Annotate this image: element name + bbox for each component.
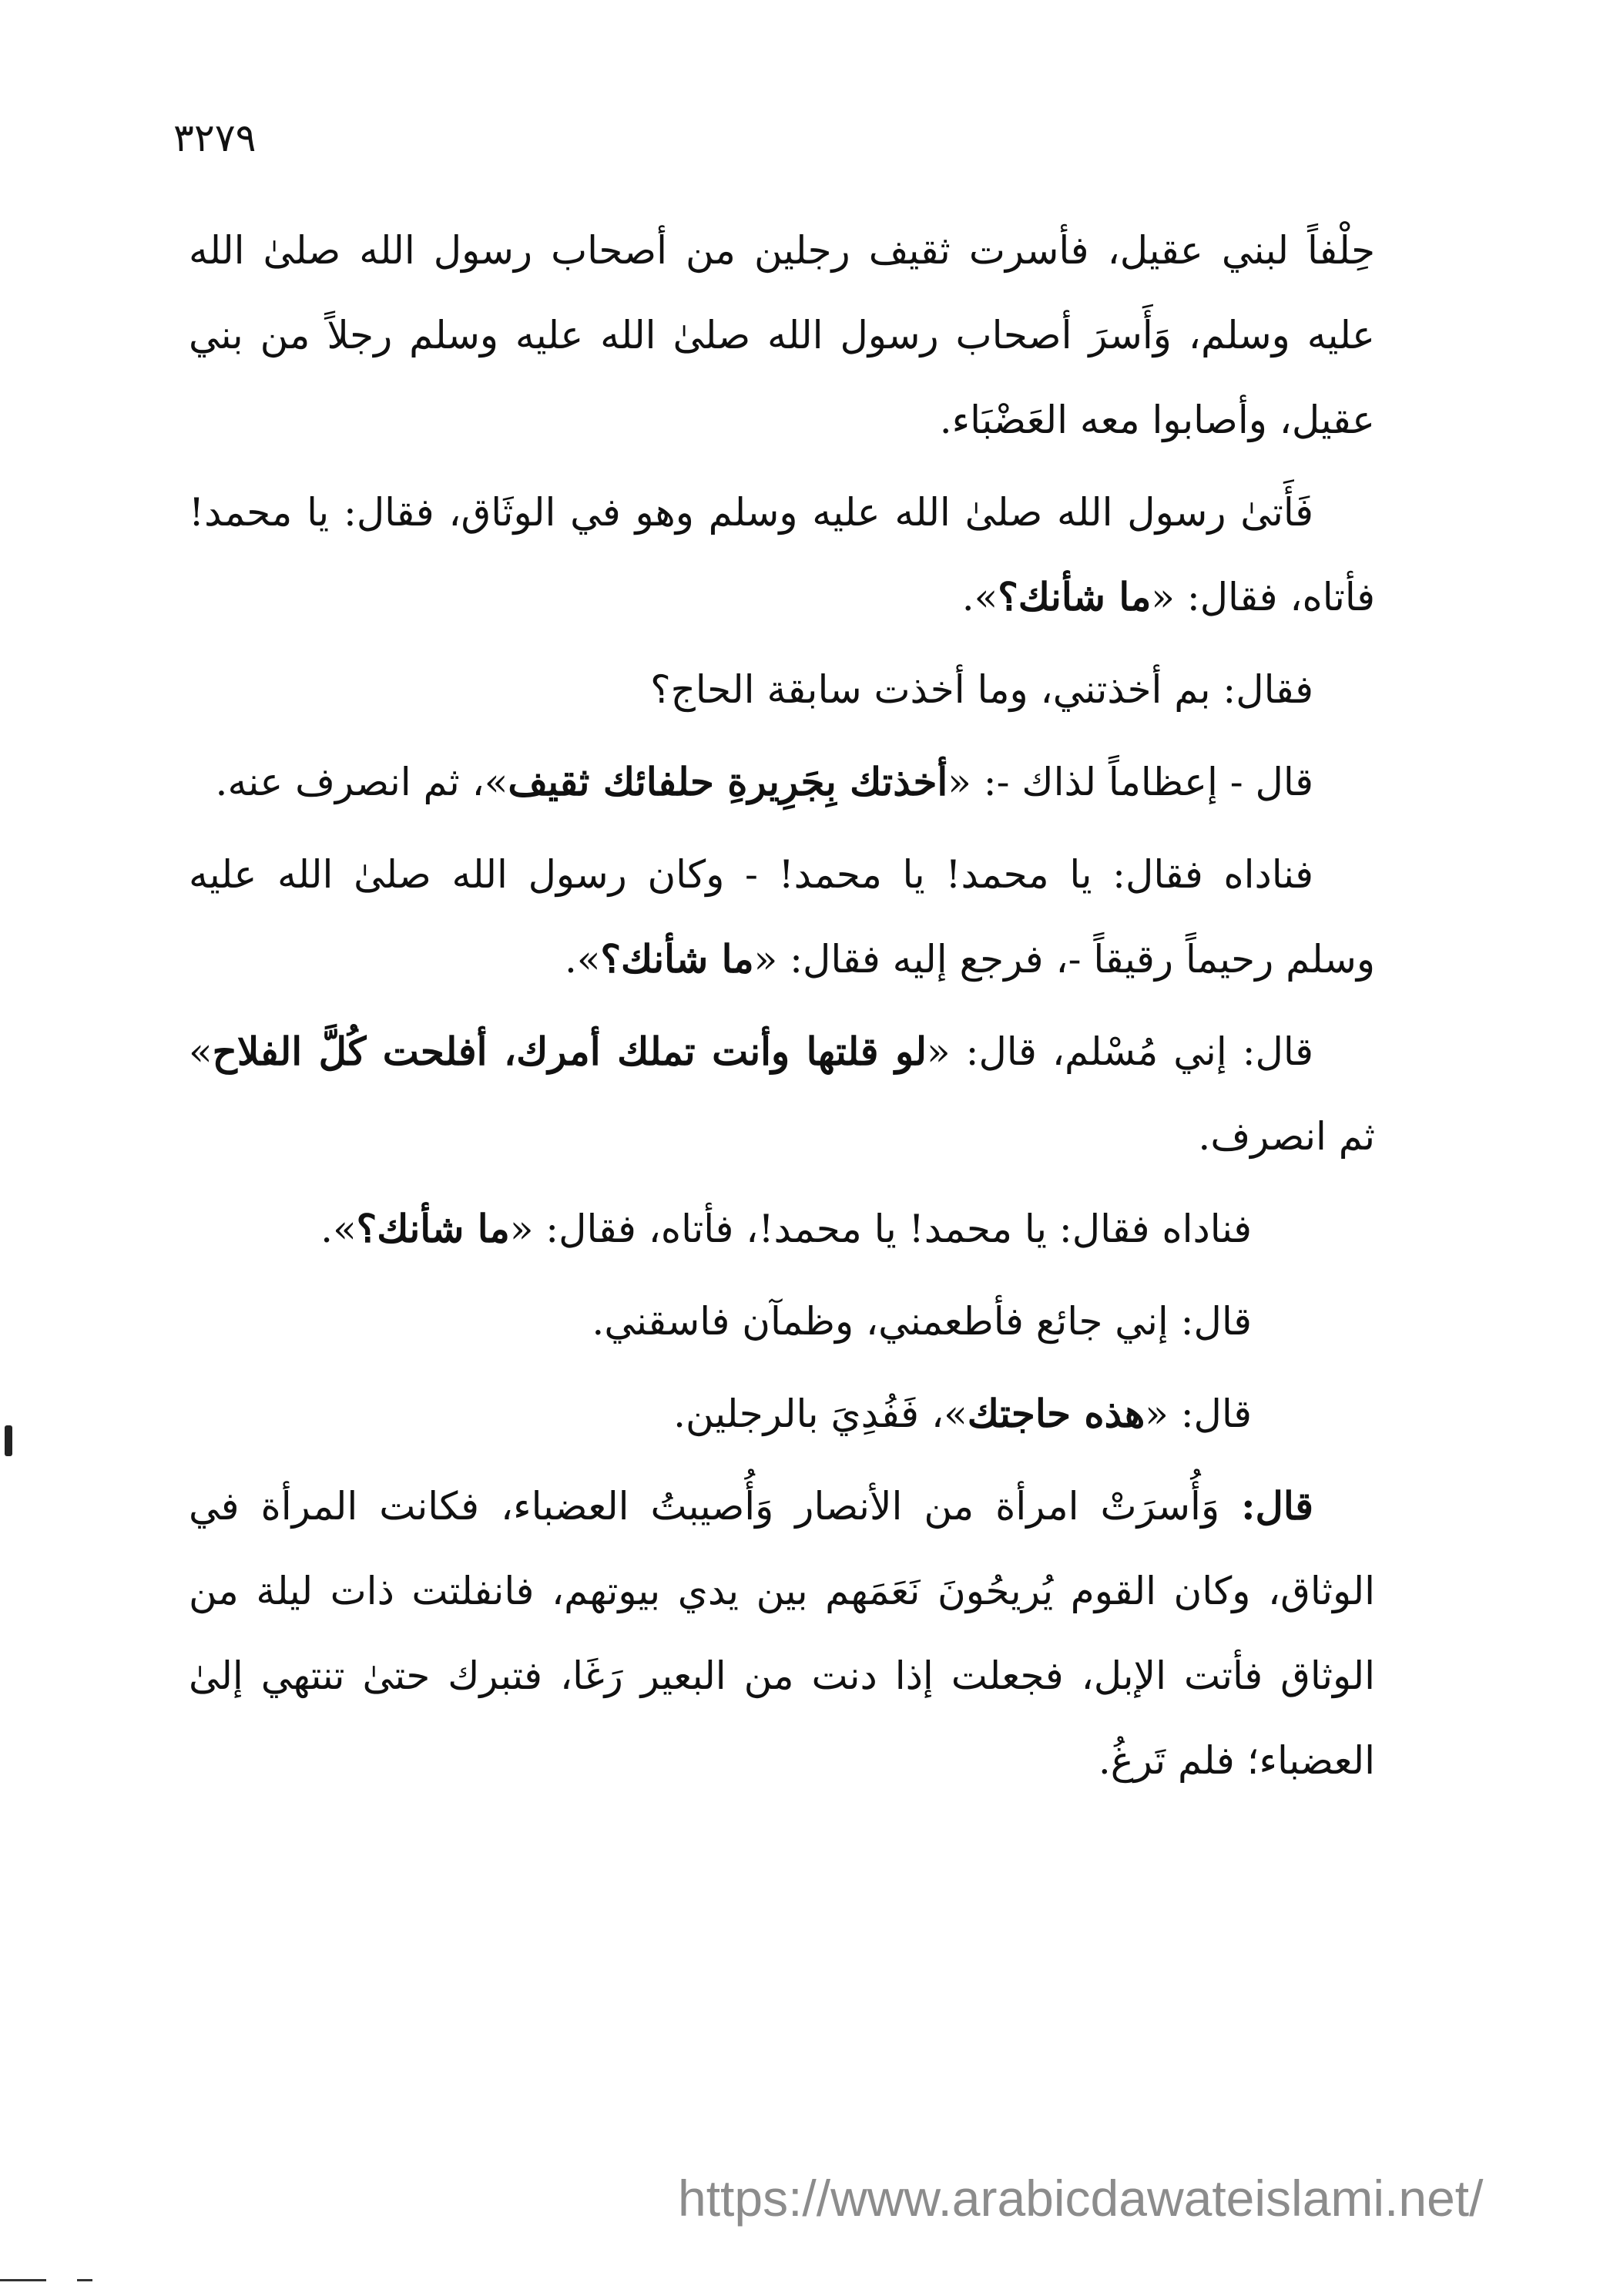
bold-text-segment: أخذتك بِجَرِيرةِ حلفائك ثقيف [508,759,948,804]
text-segment: فقال: بم أخذتني، وما أخذت سابقة الحاج؟ [650,667,1313,712]
text-segment: »، ثم انصرف عنه. [215,760,508,804]
bold-text-segment: هذه حاجتك [967,1391,1145,1436]
text-segment: فناداه فقال: يا محمد! يا محمد!، فأتاه، فقال: « [509,1207,1252,1251]
paragraph [189,647,1375,732]
text-body [189,208,1375,1811]
text-segment: ». [320,1207,357,1251]
bold-text-segment: ما شأنك؟ [600,936,754,982]
text-segment: فَأَتىٰ رسول الله صلىٰ الله عليه وسلم وهو في الوثَاق، فقال: يا محمد! فأتاه، فقال: « [189,490,1375,619]
text-segment: » ثم انصرف. [189,1029,1375,1159]
text-segment: ». [565,937,601,982]
paragraph [189,832,1375,1002]
paragraph [189,1009,1375,1179]
bold-text-segment: ما شأنك؟ [356,1206,510,1251]
margin-mark [5,1425,12,1456]
text-segment: قال: « [1145,1391,1252,1436]
text-segment: حِلْفاً لبني عقيل، فأسرت ثقيف رجلين من أصحاب رسول الله صلىٰ الله عليه وسلم، وَأَسرَ أصحاب رسول الله صلىٰ الله عليه وسلم رجلاً من بني عقيل، وأصابوا معه العَضْبَاء. [189,228,1375,442]
paragraph [189,740,1375,824]
bold-text-segment: ما شأنك؟ [998,574,1152,619]
text-segment: فناداه فقال: يا محمد! يا محمد! - وكان رسول الله صلىٰ الله عليه وسلم رحيماً رقيقاً -، فرجع إليه فقال: « [189,852,1375,982]
paragraph [189,1279,1375,1364]
text-segment: قال: إني مُسْلم، قال: « [927,1029,1313,1074]
bold-text-segment: قال: [1241,1483,1313,1529]
scan-artifact [77,2279,92,2281]
paragraph [189,470,1375,639]
text-segment: قال - إعظاماً لذاك -: « [948,760,1313,804]
scan-artifact [0,2279,46,2281]
paragraph [189,1464,1375,1803]
text-segment: وَأُسرَتْ امرأة من الأنصار وَأُصيبتُ العضباء، فكانت المرأة في الوثاق، وكان القوم يُريحُونَ نَعَمَهم بين يدي بيوتهم، فانفلتت ذات ليلة من الوثاق فأتت الإبل، فجعلت إذا دنت من البعير رَغَا، فتبرك حتىٰ تنتهي إلىٰ العضباء؛ فلم تَرغُ. [189,1484,1375,1783]
text-segment: ». [961,575,998,619]
page-number: ٣٢٧٩ [173,116,257,160]
text-segment: قال: إني جائع فأطعمني، وظمآن فاسقني. [592,1299,1252,1344]
paragraph [189,1187,1375,1271]
bold-text-segment: لو قلتها وأنت تملك أمرك، أفلحت كُلَّ الفلاح [212,1029,927,1074]
text-segment: »، فَفُدِيَ بالرجلين. [673,1391,968,1436]
paragraph [189,208,1375,462]
footer-url: https://www.arabicdawateislami.net/ [678,2170,1484,2227]
paragraph [189,1371,1375,1456]
